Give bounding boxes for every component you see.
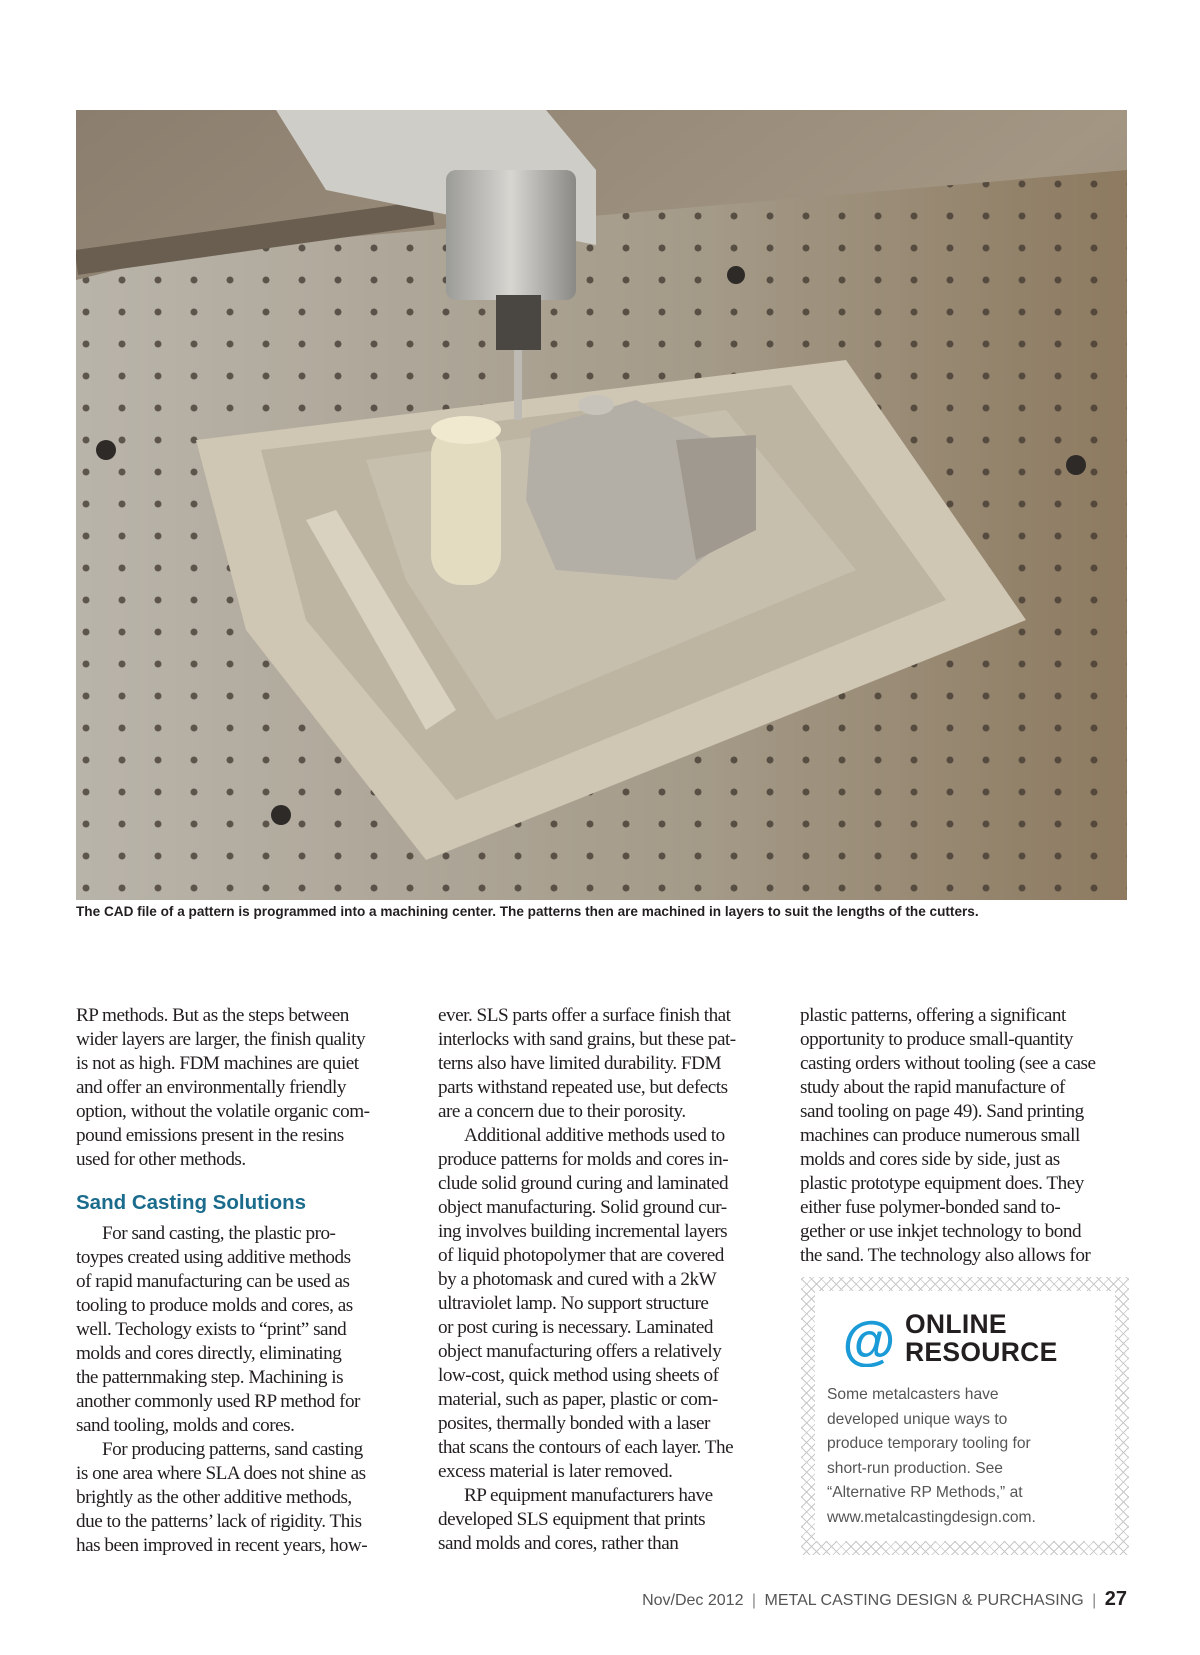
body-line: wider layers are larger, the finish quality <box>76 1029 366 1050</box>
body-line: terns also have limited durability. FDM <box>438 1053 722 1074</box>
body-line: brightly as the other additive methods, <box>76 1487 352 1508</box>
body-line: developed SLS equipment that prints <box>438 1509 706 1530</box>
body-line: machines can produce numerous small <box>800 1125 1080 1146</box>
body-line: plastic patterns, offering a significant <box>800 1005 1066 1026</box>
body-line: or post curing is necessary. Laminated <box>438 1317 713 1338</box>
body-line: used for other methods. <box>76 1149 246 1170</box>
body-line: and offer an environmentally friendly <box>76 1077 346 1098</box>
body-line: casting orders without tooling (see a case <box>800 1053 1096 1074</box>
resource-line: produce temporary tooling for <box>827 1435 1031 1452</box>
body-line: clude solid ground curing and laminated <box>438 1173 729 1194</box>
cnc-machining-photo <box>76 110 1127 900</box>
footer-separator: | <box>751 1592 757 1609</box>
online-resource-box <box>801 1277 1129 1555</box>
body-line: RP equipment manufacturers have <box>464 1485 713 1506</box>
online-resource-title-line2: RESOURCE <box>905 1337 1058 1367</box>
body-line: For producing patterns, sand casting <box>102 1439 363 1460</box>
body-line: object manufacturing. Solid ground cur- <box>438 1197 727 1218</box>
body-line: interlocks with sand grains, but these pat- <box>438 1029 736 1050</box>
page-footer <box>642 1588 1127 1611</box>
resource-line: short-run production. See <box>827 1459 1003 1477</box>
resource-line: “Alternative RP Methods,” at <box>827 1484 1023 1501</box>
body-line: low-cost, quick method using sheets of <box>438 1365 719 1386</box>
body-line: ultraviolet lamp. No support structure <box>438 1293 709 1314</box>
section-heading: Sand Casting Solutions <box>76 1191 307 1214</box>
online-resource-title <box>905 1310 1058 1366</box>
body-line: is one area where SLA does not shine as <box>76 1463 366 1484</box>
photo-illustration <box>76 110 1127 900</box>
body-line: Additional additive methods used to <box>464 1125 725 1146</box>
body-line: produce patterns for molds and cores in- <box>438 1149 729 1170</box>
body-line: tooling to produce molds and cores, as <box>76 1295 353 1316</box>
publication-name: METAL CASTING DESIGN & PURCHASING <box>764 1592 1084 1609</box>
body-line: has been improved in recent years, how- <box>76 1535 368 1556</box>
body-line: is not as high. FDM machines are quiet <box>76 1053 359 1074</box>
body-line: that scans the contours of each layer. The <box>438 1437 734 1458</box>
body-line: well. Techology exists to “print” sand <box>76 1319 347 1340</box>
body-line: due to the patterns’ lack of rigidity. This <box>76 1511 362 1532</box>
body-line: pound emissions present in the resins <box>76 1125 344 1146</box>
body-line: sand molds and cores, rather than <box>438 1533 679 1554</box>
body-line: gether or use inkjet technology to bond <box>800 1221 1082 1242</box>
online-resource-inner <box>815 1291 1115 1541</box>
body-line: molds and cores directly, eliminating <box>76 1343 342 1364</box>
issue-date: Nov/Dec 2012 <box>642 1592 744 1609</box>
body-line: parts withstand repeated use, but defects <box>438 1077 728 1098</box>
body-line: option, without the volatile organic com- <box>76 1101 370 1122</box>
body-line: opportunity to produce small-quantity <box>800 1029 1073 1050</box>
at-sign-glyph: @ <box>843 1315 895 1367</box>
body-line: another commonly used RP method for <box>76 1391 360 1412</box>
page-number: 27 <box>1104 1588 1127 1610</box>
resource-line: Some metalcasters have <box>827 1386 999 1403</box>
body-line: study about the rapid manufacture of <box>800 1077 1065 1098</box>
online-resource-title-line1: ONLINE <box>905 1309 1007 1339</box>
at-sign-icon <box>843 1315 895 1367</box>
body-line: plastic prototype equipment does. They <box>800 1173 1084 1194</box>
text-column-1 <box>76 1004 400 1558</box>
body-line: object manufacturing offers a relatively <box>438 1341 722 1362</box>
body-line: excess material is later removed. <box>438 1461 673 1482</box>
footer-separator: | <box>1092 1592 1097 1609</box>
body-line: toypes created using additive methods <box>76 1247 351 1268</box>
body-line: molds and cores side by side, just as <box>800 1149 1060 1170</box>
photo-caption: The CAD file of a pattern is programmed into a machining center. The patterns then are machined in layers to suit the lengths of the cutters. <box>76 904 979 919</box>
text-column-2 <box>438 1004 762 1556</box>
body-line: by a photomask and cured with a 2kW <box>438 1269 717 1290</box>
body-line: are a concern due to their porosity. <box>438 1101 686 1122</box>
body-line: of liquid photopolymer that are covered <box>438 1245 724 1266</box>
body-line: of rapid manufacturing can be used as <box>76 1271 350 1292</box>
resource-link[interactable]: www.metalcastingdesign.com. <box>827 1508 1036 1526</box>
body-line: For sand casting, the plastic pro- <box>102 1223 336 1244</box>
body-line: ing involves building incremental layers <box>438 1221 728 1242</box>
body-line: ever. SLS parts offer a surface finish that <box>438 1005 731 1026</box>
resource-line: developed unique ways to <box>827 1410 1008 1428</box>
body-line: RP methods. But as the steps between <box>76 1005 349 1026</box>
body-line: sand tooling on page 49). Sand printing <box>800 1101 1084 1122</box>
text-column-3 <box>800 1004 1124 1268</box>
body-line: posites, thermally bonded with a laser <box>438 1413 710 1434</box>
body-line: sand tooling, molds and cores. <box>76 1415 295 1436</box>
body-line: material, such as paper, plastic or com- <box>438 1389 718 1410</box>
body-line: either fuse polymer-bonded sand to- <box>800 1197 1061 1218</box>
online-resource-text <box>827 1383 1117 1530</box>
body-line: the patternmaking step. Machining is <box>76 1367 344 1388</box>
body-line: the sand. The technology also allows for <box>800 1245 1091 1266</box>
